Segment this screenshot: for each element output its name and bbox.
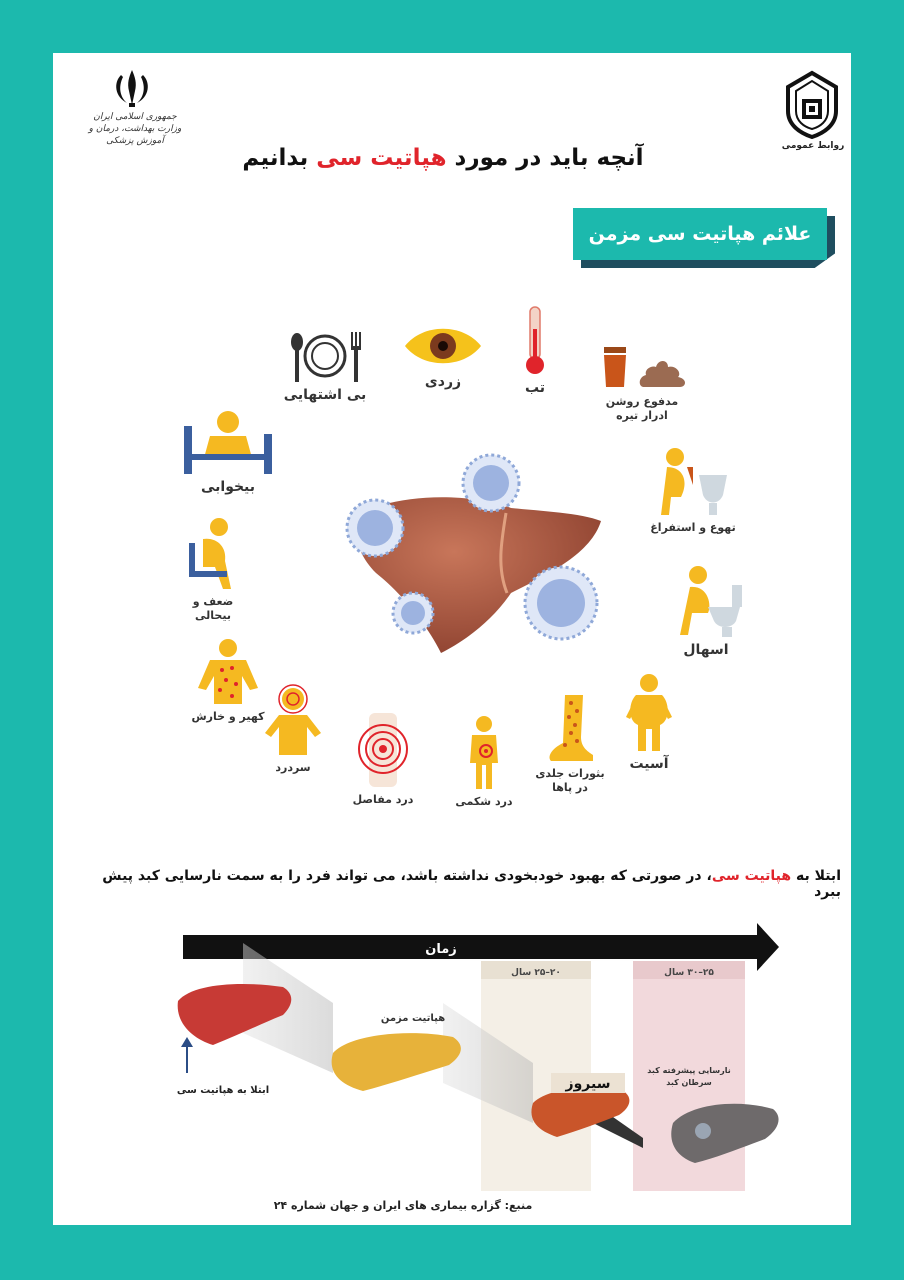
progression-statement [73, 868, 841, 900]
virus-icon [525, 567, 597, 639]
symptom-insomnia [168, 408, 288, 494]
symptom-loss-of-appetite [275, 328, 375, 402]
label-jaundice: زردی [424, 374, 462, 390]
poster [53, 53, 851, 1225]
symptom-weakness [173, 515, 253, 623]
period1-label: ۲۰–۲۵ سال [511, 968, 561, 978]
urine-stool-icon [592, 341, 692, 391]
label-nausea: تهوع و استفراغ [650, 521, 736, 534]
symptom-stool-urine [587, 341, 697, 423]
progression-timeline [173, 923, 783, 1193]
symptom-nausea [643, 445, 743, 535]
title-part-2: بدانیم [242, 145, 317, 171]
symptom-joint-pain [343, 711, 423, 807]
label-weakness: ضعف و بیحالی [192, 595, 234, 622]
failure-label-2: سرطان کبد [666, 1078, 712, 1087]
label-ascites: آسیت [629, 756, 669, 772]
label-skin-rash-legs: در پاها [552, 781, 588, 794]
label-loss-of-appetite: بی اشتهایی [283, 387, 367, 403]
toilet-icon [668, 563, 744, 639]
statement-part-1: ابتلا به [791, 868, 841, 884]
cirrhosis-label: سیروز [565, 1076, 611, 1092]
label-insomnia: بیخوابی [200, 479, 256, 495]
label-abdominal-pain: درد شکمی [455, 795, 513, 808]
person-swollen-icon [624, 673, 674, 753]
ministry-name [75, 111, 195, 147]
period2-label: ۲۵–۳۰ سال [664, 968, 714, 978]
time-label: زمان [425, 942, 457, 957]
source-citation: منبع: گزاره بیماری های ایران و جهان شماره ۲۴ [273, 1199, 533, 1212]
label-itching: کهیر و خارش [191, 710, 265, 723]
tired-person-icon [183, 515, 243, 591]
label-joint-pain: درد مفاصل [352, 793, 414, 806]
statement-part-2: ، در صورتی که بهبود خودبخودی نداشته باشد، می تواند فرد را به سمت نارسایی کبد پیش ببرد [102, 868, 841, 900]
chronic-liver [332, 1033, 461, 1091]
label-stool: مدفوع روشن [605, 395, 679, 408]
ministry-line-1: جمهوری اسلامی ایران [93, 112, 177, 122]
virus-icon [393, 593, 433, 633]
symptom-itching [183, 638, 273, 724]
virus-icon [347, 500, 403, 556]
symptom-abdominal-pain [449, 715, 519, 809]
title-part-1: آنچه باید در مورد [446, 145, 644, 171]
public-relations-label: روابط عمومی [781, 141, 845, 151]
ministry-line-2: وزارت بهداشت، درمان و آموزش پزشکی [88, 124, 182, 146]
title-highlight: هپاتیت سی [316, 145, 447, 171]
failure-label-1: نارسایی پیشرفته کبد [647, 1066, 731, 1075]
page-title [183, 145, 703, 171]
university-logo-icon [782, 67, 842, 139]
vomiting-icon [653, 445, 733, 517]
banner-title: علائم هپاتیت سی مزمن [588, 223, 812, 245]
symptom-fever [505, 305, 565, 395]
stomach-pain-icon [464, 715, 504, 791]
thermometer-icon [520, 305, 550, 377]
label-headache: سردرد [275, 761, 311, 774]
symptom-jaundice [398, 321, 488, 389]
insomnia-bed-icon [176, 408, 280, 476]
chronic-hepatitis-label: هپاتیت مزمن [380, 1013, 446, 1024]
liver-illustration [321, 453, 611, 673]
label-urine: ادرار تیره [616, 409, 668, 422]
label-diarrhea: اسهال [683, 642, 729, 658]
label-skin-rash: بثورات جلدی [535, 767, 605, 780]
iran-emblem-icon [107, 67, 157, 109]
virus-icon [463, 455, 519, 511]
symptom-diarrhea [661, 563, 751, 657]
knee-pain-icon [353, 711, 413, 789]
symptom-ascites [609, 673, 689, 771]
eye-icon [403, 321, 483, 371]
section-banner [573, 208, 835, 268]
plate-cutlery-icon [285, 328, 365, 384]
label-fever: تب [524, 380, 546, 396]
itchy-body-icon [196, 638, 260, 706]
infection-label: ابتلا به هپاتیت سی [176, 1085, 270, 1096]
symptom-skin-rash [525, 693, 615, 795]
leg-rash-icon [545, 693, 595, 763]
statement-highlight: هپاتیت سی [711, 868, 792, 884]
